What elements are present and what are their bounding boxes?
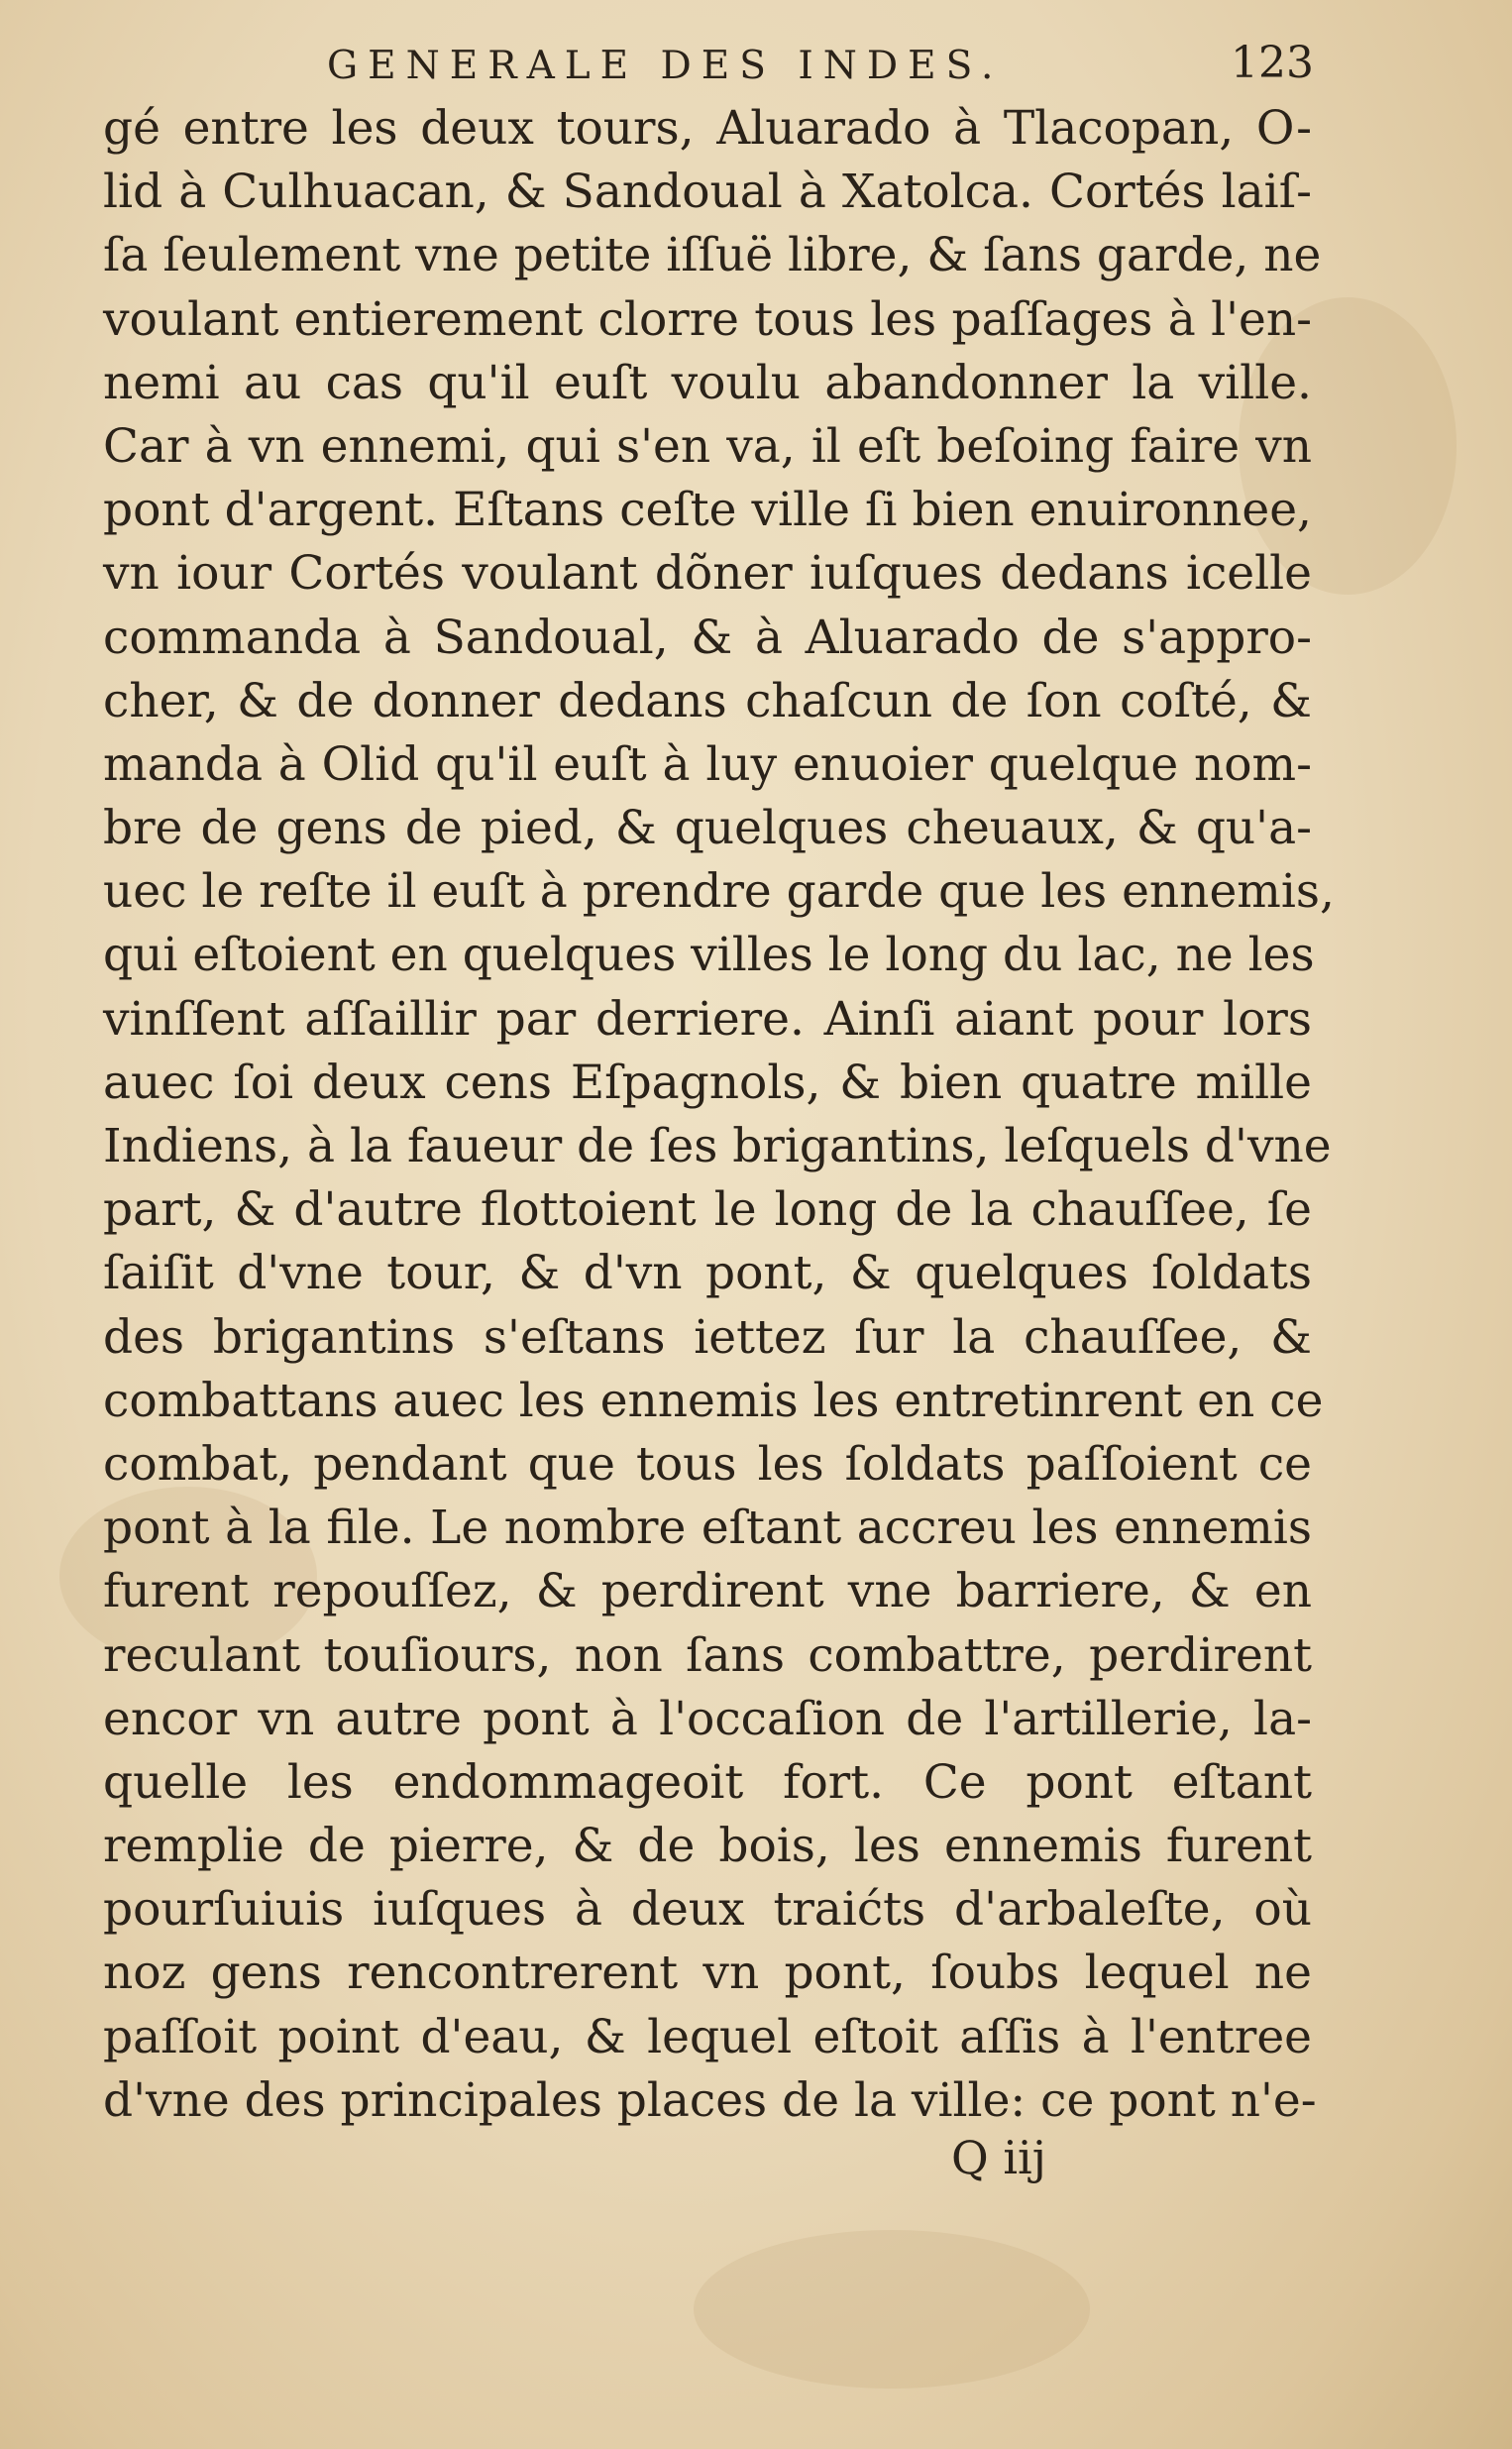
signature-mark: Q iij <box>951 2131 1047 2184</box>
text-line: ſaiſit d'vne tour, & d'vn pont, & quelques ſoldats <box>103 1246 1312 1301</box>
text-line: noz gens rencontrerent vn pont, ſoubs lequel ne <box>103 1946 1312 2001</box>
text-line: pourſuiuis iuſques à deux traićts d'arbaleſte, où <box>103 1882 1312 1938</box>
text-line: vn iour Cortés voulant dõner iuſques dedans icelle <box>103 546 1312 602</box>
text-line: commanda à Sandoual, & à Aluarado de s'appro- <box>103 610 1312 665</box>
text-line: qui eſtoient en quelques villes le long du lac, ne les <box>103 928 1315 983</box>
text-line: manda à Olid qu'il euſt à luy enuoier quelque nom- <box>103 736 1312 792</box>
text-line: uec le reſte il euſt à prendre garde que les ennemis, <box>103 864 1335 920</box>
running-head: GENERALE DES INDES. <box>327 44 1004 88</box>
text-line: pont à la file. Le nombre eſtant accreu les ennemis <box>103 1501 1312 1556</box>
text-line: lid à Culhuacan, & Sandoual à Xatolca. Cortés laiſ- <box>103 165 1312 220</box>
text-line: nemi au cas qu'il euſt voulu abandonner la ville. <box>103 355 1312 410</box>
text-line: combattans auec les ennemis les entretinrent en ce <box>103 1373 1324 1428</box>
page-number: 123 <box>1231 38 1314 88</box>
text-line: quelle les endommageoit fort. Ce pont eſtant <box>103 1754 1312 1810</box>
text-line: bre de gens de pied, & quelques cheuaux, & qu'a- <box>103 801 1312 856</box>
text-line: auec ſoi deux cens Eſpagnols, & bien quatre mille <box>103 1055 1312 1110</box>
body-text <box>103 97 1335 2133</box>
text-line: des brigantins s'eſtans iettez ſur la chauſſee, & <box>103 1309 1312 1365</box>
text-line: encor vn autre pont à l'occaſion de l'artillerie, la- <box>103 1691 1312 1746</box>
text-line: d'vne des principales places de la ville: ce pont n'e- <box>103 2072 1317 2128</box>
paper-stain <box>694 2230 1090 2389</box>
text-line: reculant touſiours, non ſans combattre, perdirent <box>103 1627 1312 1683</box>
text-line: part, & d'autre flottoient le long de la chauſſee, ſe <box>103 1182 1312 1238</box>
text-line: remplie de pierre, & de bois, les ennemis furent <box>103 1819 1312 1874</box>
text-line: voulant entierement clorre tous les paſſages à l'en- <box>103 291 1312 347</box>
text-line: cher, & de donner dedans chaſcun de ſon coſté, & <box>103 673 1312 728</box>
text-line: furent repouſſez, & perdirent vne barriere, & en <box>103 1564 1312 1619</box>
text-line: vinſſent aſſaillir par derriere. Ainſi aiant pour lors <box>103 991 1312 1047</box>
text-line: Car à vn ennemi, qui s'en va, il eſt beſoing faire vn <box>103 418 1312 474</box>
text-line: combat, pendant que tous les ſoldats paſſoient ce <box>103 1436 1312 1492</box>
text-line: gé entre les deux tours, Aluarado à Tlacopan, O- <box>103 101 1312 156</box>
text-line: pont d'argent. Eſtans ceſte ville ſi bien enuironnee, <box>103 483 1312 538</box>
text-line: Indiens, à la faueur de ſes brigantins, leſquels d'vne <box>103 1119 1332 1173</box>
text-line: paſſoit point d'eau, & lequel eſtoit aſſis à l'entree <box>103 2009 1312 2064</box>
text-line: ſa ſeulement vne petite iſſuë libre, & ſans garde, ne <box>103 228 1322 283</box>
page-header <box>327 38 1314 97</box>
